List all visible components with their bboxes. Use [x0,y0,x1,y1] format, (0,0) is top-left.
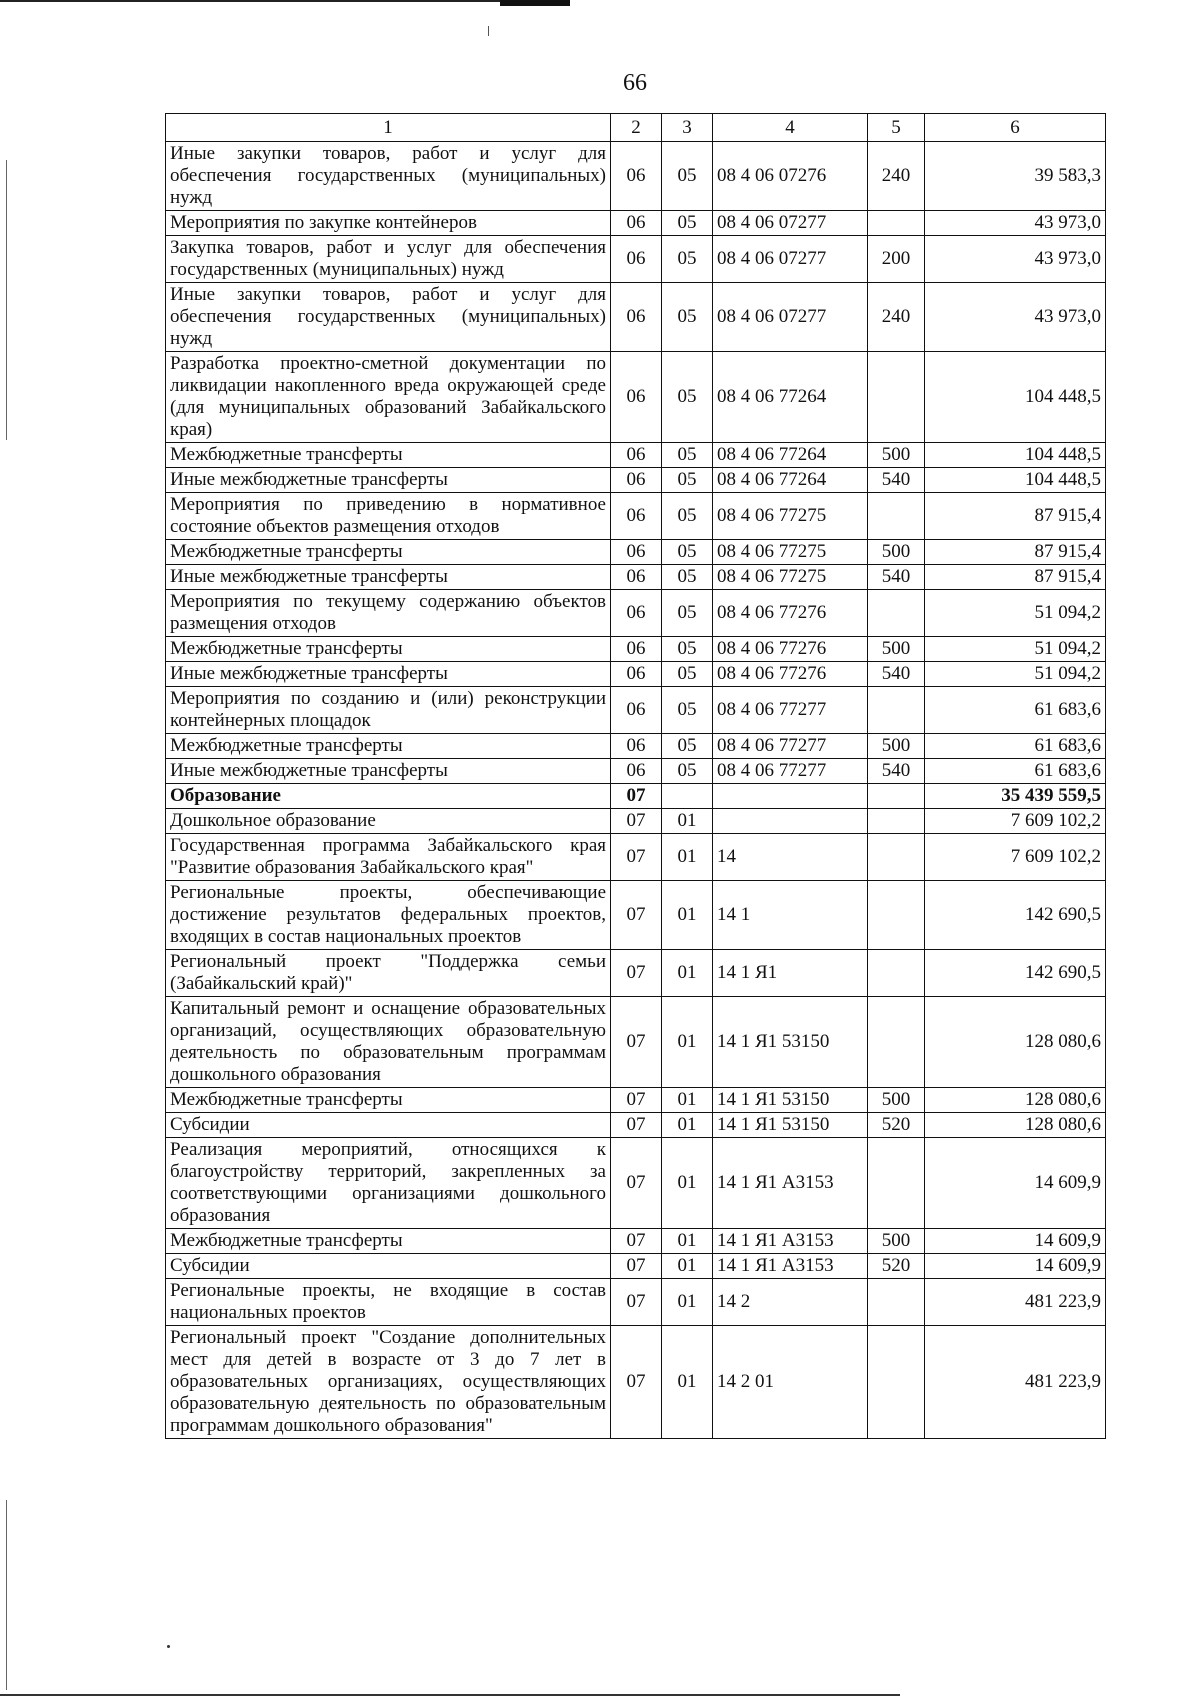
row-name-cell: Межбюджетные трансферты [166,637,611,662]
row-name-cell: Межбюджетные трансферты [166,1088,611,1113]
row-target-code-cell [713,784,868,809]
row-amount-cell: 61 683,6 [925,759,1106,784]
column-header: 3 [662,114,713,142]
row-section-cell: 06 [611,142,662,211]
table-row [166,809,1106,834]
row-subsection-cell: 01 [662,1113,713,1138]
table-row [166,1088,1106,1113]
row-name-cell: Иные межбюджетные трансферты [166,759,611,784]
row-target-code-cell: 08 4 06 77275 [713,540,868,565]
row-subsection-cell: 01 [662,1088,713,1113]
row-name-cell: Мероприятия по приведению в нормативное состояние объектов размещения отходов [166,493,611,540]
row-subsection-cell [662,784,713,809]
row-amount-cell: 51 094,2 [925,590,1106,637]
row-subsection-cell: 01 [662,1229,713,1254]
row-name-cell: Закупка товаров, работ и услуг для обеспечения государственных (муниципальных) нужд [166,236,611,283]
table-row [166,734,1106,759]
table-row [166,468,1106,493]
row-target-code-cell: 08 4 06 07277 [713,236,868,283]
table-row [166,565,1106,590]
row-expense-type-cell: 540 [868,468,925,493]
row-section-cell: 06 [611,468,662,493]
row-expense-type-cell: 500 [868,540,925,565]
row-expense-type-cell [868,834,925,881]
row-amount-cell: 7 609 102,2 [925,809,1106,834]
table-row [166,997,1106,1088]
scan-bottom-edge [0,1694,900,1696]
row-section-cell: 07 [611,784,662,809]
table-row [166,590,1106,637]
table-row [166,1279,1106,1326]
row-expense-type-cell: 540 [868,759,925,784]
row-target-code-cell: 08 4 06 77276 [713,590,868,637]
table-row [166,211,1106,236]
scan-artifact [488,26,489,36]
row-section-cell: 06 [611,540,662,565]
row-section-cell: 06 [611,662,662,687]
row-name-cell: Мероприятия по созданию и (или) реконструкции контейнерных площадок [166,687,611,734]
row-amount-cell: 128 080,6 [925,1113,1106,1138]
row-expense-type-cell: 500 [868,734,925,759]
row-target-code-cell: 08 4 06 77264 [713,443,868,468]
table-row [166,759,1106,784]
row-target-code-cell: 14 1 Я1 А3153 [713,1138,868,1229]
scan-left-edge [6,1500,7,1690]
row-subsection-cell: 05 [662,493,713,540]
row-expense-type-cell [868,809,925,834]
row-name-cell: Субсидии [166,1113,611,1138]
row-expense-type-cell [868,352,925,443]
row-expense-type-cell [868,211,925,236]
row-name-cell: Региональные проекты, обеспечивающие достижение результатов федеральных проектов, входящих в состав национальных проектов [166,881,611,950]
row-target-code-cell: 14 [713,834,868,881]
row-expense-type-cell: 540 [868,662,925,687]
table-row [166,540,1106,565]
row-subsection-cell: 05 [662,236,713,283]
row-amount-cell: 43 973,0 [925,283,1106,352]
row-section-cell: 07 [611,950,662,997]
row-name-cell: Региональный проект "Создание дополнительных мест для детей в возрасте от 3 до 7 лет в образовательных организациях, осуществляющих образовательную деятельность по образовательным программам дошкольного образования" [166,1326,611,1439]
row-target-code-cell: 08 4 06 77277 [713,759,868,784]
row-target-code-cell: 08 4 06 77277 [713,734,868,759]
row-section-cell: 07 [611,997,662,1088]
row-expense-type-cell [868,493,925,540]
table-row [166,283,1106,352]
table-row [166,637,1106,662]
table-row [166,1326,1106,1439]
row-target-code-cell [713,809,868,834]
row-amount-cell: 43 973,0 [925,236,1106,283]
table-row [166,443,1106,468]
row-target-code-cell: 14 2 [713,1279,868,1326]
row-section-cell: 07 [611,1138,662,1229]
row-amount-cell: 481 223,9 [925,1279,1106,1326]
table-row [166,493,1106,540]
row-expense-type-cell: 500 [868,443,925,468]
row-amount-cell: 87 915,4 [925,565,1106,590]
row-expense-type-cell: 200 [868,236,925,283]
row-expense-type-cell: 500 [868,1229,925,1254]
row-amount-cell: 43 973,0 [925,211,1106,236]
table-row [166,1113,1106,1138]
row-target-code-cell: 14 2 01 [713,1326,868,1439]
row-amount-cell: 104 448,5 [925,468,1106,493]
row-subsection-cell: 01 [662,1254,713,1279]
column-header: 6 [925,114,1106,142]
row-subsection-cell: 05 [662,734,713,759]
row-target-code-cell: 08 4 06 77276 [713,662,868,687]
row-expense-type-cell [868,784,925,809]
row-amount-cell: 87 915,4 [925,540,1106,565]
row-target-code-cell: 08 4 06 07276 [713,142,868,211]
row-amount-cell: 14 609,9 [925,1229,1106,1254]
row-subsection-cell: 05 [662,443,713,468]
scan-top-edge [0,0,570,2]
row-expense-type-cell: 520 [868,1254,925,1279]
row-amount-cell: 128 080,6 [925,1088,1106,1113]
row-name-cell: Иные межбюджетные трансферты [166,565,611,590]
row-subsection-cell: 01 [662,881,713,950]
row-amount-cell: 14 609,9 [925,1138,1106,1229]
row-subsection-cell: 05 [662,211,713,236]
row-target-code-cell: 14 1 Я1 А3153 [713,1254,868,1279]
row-expense-type-cell: 240 [868,283,925,352]
row-subsection-cell: 05 [662,565,713,590]
table-row [166,662,1106,687]
row-target-code-cell: 14 1 Я1 [713,950,868,997]
row-section-cell: 06 [611,236,662,283]
row-name-cell: Межбюджетные трансферты [166,443,611,468]
row-section-cell: 07 [611,881,662,950]
row-expense-type-cell [868,1279,925,1326]
row-section-cell: 06 [611,565,662,590]
row-name-cell: Реализация мероприятий, относящихся к благоустройству территорий, закрепленных за соответствующими организациями дошкольного образования [166,1138,611,1229]
row-section-cell: 06 [611,211,662,236]
row-target-code-cell: 08 4 06 07277 [713,211,868,236]
row-amount-cell: 87 915,4 [925,493,1106,540]
row-section-cell: 07 [611,1254,662,1279]
table-row [166,1229,1106,1254]
row-section-cell: 06 [611,590,662,637]
row-name-cell: Мероприятия по текущему содержанию объектов размещения отходов [166,590,611,637]
row-name-cell: Образование [166,784,611,809]
row-name-cell: Мероприятия по закупке контейнеров [166,211,611,236]
row-expense-type-cell [868,687,925,734]
row-name-cell: Иные закупки товаров, работ и услуг для обеспечения государственных (муниципальных) нужд [166,283,611,352]
scan-top-mark [500,0,570,6]
row-section-cell: 07 [611,809,662,834]
row-amount-cell: 61 683,6 [925,687,1106,734]
row-target-code-cell: 08 4 06 77264 [713,352,868,443]
row-name-cell: Разработка проектно-сметной документации по ликвидации накопленного вреда окружающей среде (для муниципальных образований Забайкальского края) [166,352,611,443]
row-section-cell: 06 [611,443,662,468]
row-target-code-cell: 08 4 06 77275 [713,493,868,540]
row-target-code-cell: 14 1 Я1 53150 [713,1088,868,1113]
row-target-code-cell: 14 1 Я1 А3153 [713,1229,868,1254]
row-name-cell: Региональный проект "Поддержка семьи (Забайкальский край)" [166,950,611,997]
column-header: 1 [166,114,611,142]
row-amount-cell: 7 609 102,2 [925,834,1106,881]
row-amount-cell: 39 583,3 [925,142,1106,211]
table-row [166,352,1106,443]
row-expense-type-cell [868,997,925,1088]
scan-artifact [167,1645,170,1648]
row-amount-cell: 142 690,5 [925,881,1106,950]
row-target-code-cell: 08 4 06 77276 [713,637,868,662]
row-expense-type-cell: 500 [868,1088,925,1113]
row-amount-cell: 481 223,9 [925,1326,1106,1439]
row-name-cell: Межбюджетные трансферты [166,1229,611,1254]
row-subsection-cell: 01 [662,950,713,997]
budget-table [165,113,1106,1439]
row-name-cell: Региональные проекты, не входящие в состав национальных проектов [166,1279,611,1326]
table-header-row [166,114,1106,142]
row-name-cell: Государственная программа Забайкальского края "Развитие образования Забайкальского края" [166,834,611,881]
row-section-cell: 06 [611,493,662,540]
row-expense-type-cell [868,590,925,637]
row-subsection-cell: 01 [662,809,713,834]
row-expense-type-cell [868,1326,925,1439]
row-subsection-cell: 05 [662,662,713,687]
row-amount-cell: 128 080,6 [925,997,1106,1088]
column-header: 2 [611,114,662,142]
row-subsection-cell: 01 [662,834,713,881]
table-body [166,142,1106,1439]
table-row [166,881,1106,950]
table-row [166,236,1106,283]
row-amount-cell: 51 094,2 [925,637,1106,662]
row-amount-cell: 104 448,5 [925,443,1106,468]
row-expense-type-cell [868,1138,925,1229]
row-name-cell: Иные межбюджетные трансферты [166,468,611,493]
scan-left-edge [6,160,7,440]
row-amount-cell: 104 448,5 [925,352,1106,443]
row-subsection-cell: 01 [662,1326,713,1439]
row-subsection-cell: 01 [662,1138,713,1229]
row-subsection-cell: 05 [662,142,713,211]
row-name-cell: Иные закупки товаров, работ и услуг для обеспечения государственных (муниципальных) нужд [166,142,611,211]
row-section-cell: 07 [611,1113,662,1138]
row-section-cell: 07 [611,834,662,881]
row-amount-cell: 51 094,2 [925,662,1106,687]
column-header: 4 [713,114,868,142]
row-subsection-cell: 05 [662,352,713,443]
row-subsection-cell: 01 [662,997,713,1088]
row-section-cell: 06 [611,687,662,734]
row-name-cell: Межбюджетные трансферты [166,734,611,759]
row-section-cell: 06 [611,352,662,443]
table-row [166,687,1106,734]
row-name-cell: Иные межбюджетные трансферты [166,662,611,687]
row-expense-type-cell [868,881,925,950]
row-name-cell: Капитальный ремонт и оснащение образовательных организаций, осуществляющих образовательную деятельность по образовательным программам дошкольного образования [166,997,611,1088]
row-expense-type-cell: 500 [868,637,925,662]
table-row [166,784,1106,809]
column-header: 5 [868,114,925,142]
row-name-cell: Межбюджетные трансферты [166,540,611,565]
row-subsection-cell: 05 [662,637,713,662]
row-expense-type-cell: 520 [868,1113,925,1138]
row-target-code-cell: 14 1 [713,881,868,950]
row-subsection-cell: 05 [662,759,713,784]
row-target-code-cell: 08 4 06 07277 [713,283,868,352]
row-subsection-cell: 05 [662,283,713,352]
row-target-code-cell: 14 1 Я1 53150 [713,1113,868,1138]
row-section-cell: 06 [611,637,662,662]
row-amount-cell: 14 609,9 [925,1254,1106,1279]
row-target-code-cell: 14 1 Я1 53150 [713,997,868,1088]
row-subsection-cell: 05 [662,687,713,734]
row-name-cell: Субсидии [166,1254,611,1279]
table-row [166,1254,1106,1279]
page-number: 66 [623,70,647,96]
row-amount-cell: 142 690,5 [925,950,1106,997]
table-row [166,142,1106,211]
row-expense-type-cell: 540 [868,565,925,590]
row-subsection-cell: 05 [662,468,713,493]
row-expense-type-cell [868,950,925,997]
row-section-cell: 06 [611,283,662,352]
row-section-cell: 07 [611,1088,662,1113]
row-amount-cell: 35 439 559,5 [925,784,1106,809]
row-target-code-cell: 08 4 06 77277 [713,687,868,734]
row-target-code-cell: 08 4 06 77275 [713,565,868,590]
row-amount-cell: 61 683,6 [925,734,1106,759]
row-expense-type-cell: 240 [868,142,925,211]
row-section-cell: 07 [611,1229,662,1254]
row-section-cell: 07 [611,1326,662,1439]
table-row [166,1138,1106,1229]
row-section-cell: 06 [611,734,662,759]
row-name-cell: Дошкольное образование [166,809,611,834]
table-row [166,950,1106,997]
table-row [166,834,1106,881]
row-subsection-cell: 05 [662,590,713,637]
row-subsection-cell: 01 [662,1279,713,1326]
row-target-code-cell: 08 4 06 77264 [713,468,868,493]
row-subsection-cell: 05 [662,540,713,565]
row-section-cell: 06 [611,759,662,784]
row-section-cell: 07 [611,1279,662,1326]
